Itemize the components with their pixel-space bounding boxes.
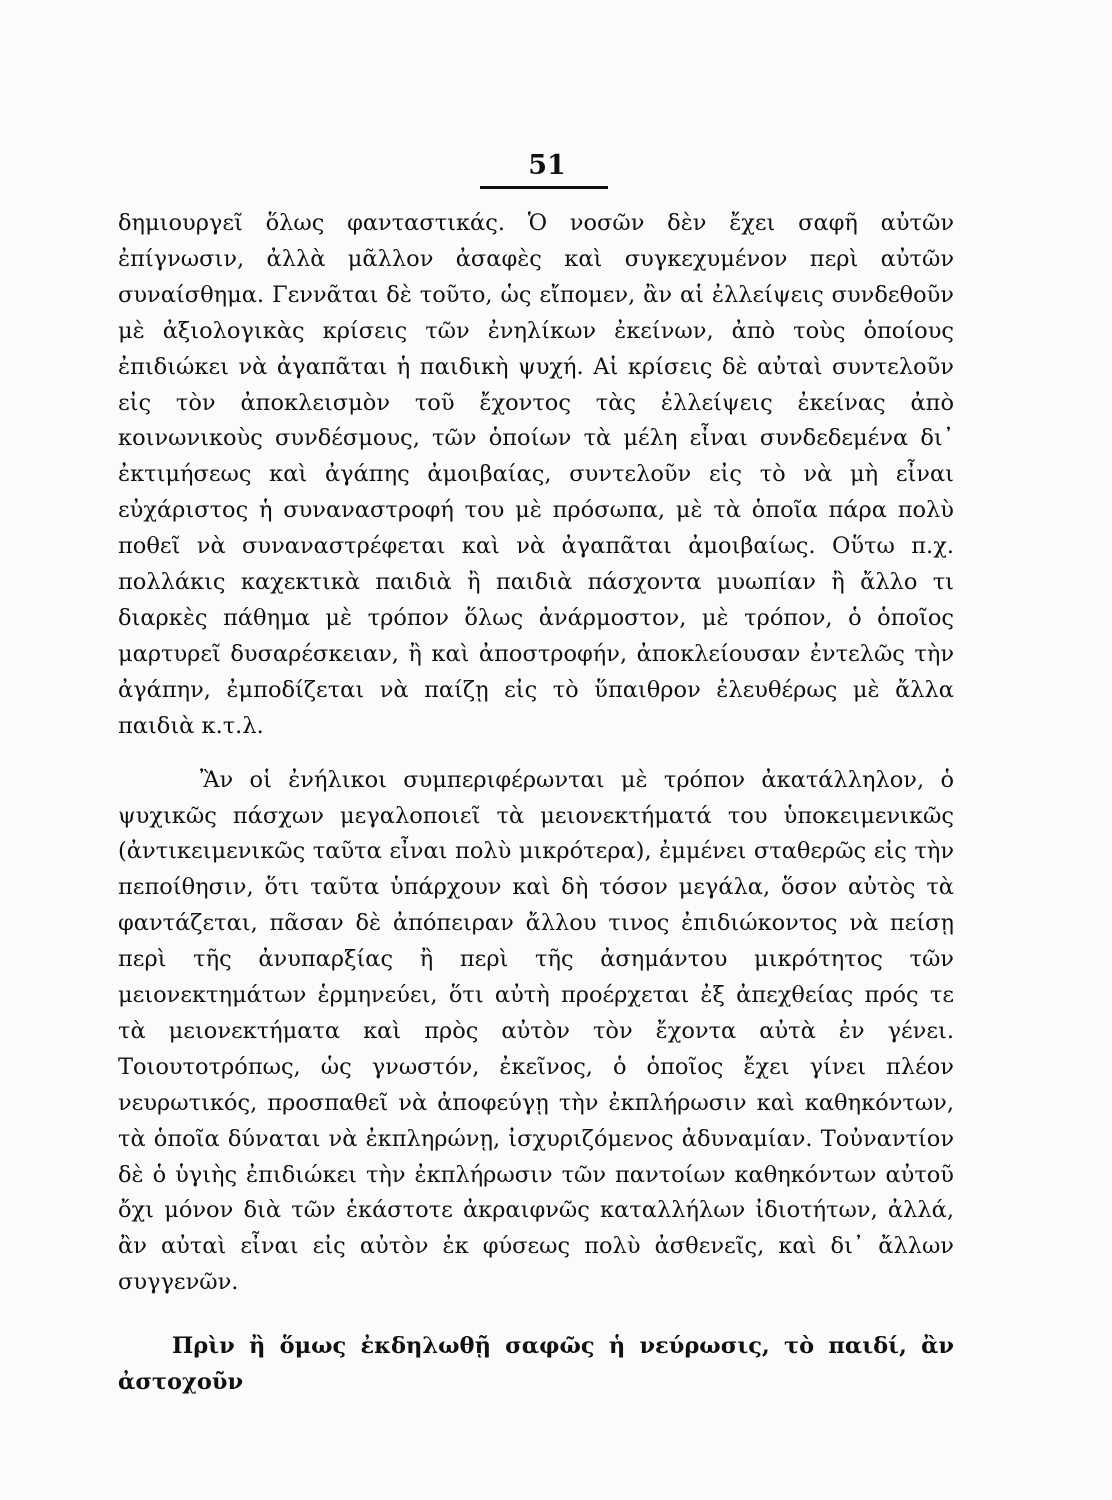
- paragraph-1: δημιουργεῖ ὅλως φανταστικάς. Ὁ νοσῶν δὲν ἔχει σαφῆ αὐτῶν ἐπίγνωσιν, ἀλλὰ μᾶλλον ἀσαφὲς καὶ συγκεχυμένον περὶ αὐτῶν συναίσθημα. Γεννᾶται δὲ τοῦτο, ὡς εἴπομεν, ἂν αἱ ἐλλείψεις συνδεθοῦν μὲ ἀξιολογικὰς κρίσεις τῶν ἐνηλίκων ἐκείνων, ἀπὸ τοὺς ὁποίους ἐπιδιώκει νὰ ἀγαπᾶται ἡ παιδικὴ ψυχή. Αἱ κρίσεις δὲ αὐταὶ συντελοῦν εἰς τὸν ἀποκλεισμὸν τοῦ ἔχοντος τὰς ἐλλείψεις ἐκείνας ἀπὸ κοινωνικοὺς συνδέσμους, τῶν ὁποίων τὰ μέλη εἶναι συνδεδεμένα δι᾿ ἐκτιμήσεως καὶ ἀγάπης ἀμοιβαίας, συντελοῦν εἰς τὸ νὰ μὴ εἶναι εὐχάριστος ἡ συναναστροφή του μὲ πρόσωπα, μὲ τὰ ὁποῖα πάρα πολὺ ποθεῖ νὰ συναναστρέφεται καὶ νὰ ἀγαπᾶται ἀμοιβαίως. Οὕτω π.χ. πολλάκις καχεκτικὰ παιδιὰ ἢ παιδιὰ πάσχοντα μυωπίαν ἢ ἄλλο τι διαρκὲς πάθημα μὲ τρόπον ὅλως ἀνάρμοστον, μὲ τρόπον, ὁ ὁποῖος μαρτυρεῖ δυσαρέσκειαν, ἢ καὶ ἀποστροφήν, ἀποκλείουσαν ἐντελῶς τὴν ἀγάπην, ἐμποδίζεται νὰ παίζῃ εἰς τὸ ὕπαιθρον ἐλευθέρως μὲ ἄλλα παιδιὰ κ.τ.λ.: [118, 210, 954, 739]
- header-rule: [480, 186, 608, 189]
- body-text: [118, 206, 954, 1401]
- paragraph-3: Πρὶν ἢ ὅμως ἐκδηλωθῇ σαφῶς ἡ νεύρωσις, τὸ παιδί, ἂν ἀστοχοῦν: [118, 1333, 954, 1396]
- page-number: 51: [528, 150, 566, 181]
- paragraph-2: Ἂν οἱ ἐνήλικοι συμπεριφέρωνται μὲ τρόπον ἀκατάλληλον, ὁ ψυχικῶς πάσχων μεγαλοποιεῖ τὰ μειονεκτήματά του ὑποκειμενικῶς (ἀντικειμενικῶς ταῦτα εἶναι πολὺ μικρότερα), ἐμμένει σταθερῶς εἰς τὴν πεποίθησιν, ὅτι ταῦτα ὑπάρχουν καὶ δὴ τόσον μεγάλα, ὅσον αὐτὸς τὰ φαντάζεται, πᾶσαν δὲ ἀπόπειραν ἄλλου τινος ἐπιδιώκοντος νὰ πείσῃ περὶ τῆς ἀνυπαρξίας ἢ περὶ τῆς ἀσημάντου μικρότητος τῶν μειονεκτημάτων ἑρμηνεύει, ὅτι αὐτὴ προέρχεται ἐξ ἀπεχθείας πρός τε τὰ μειονεκτήματα καὶ πρὸς αὐτὸν τὸν ἔχοντα αὐτὰ ἐν γένει. Τοιουτοτρόπως, ὡς γνωστόν, ἐκεῖνος, ὁ ὁποῖος ἔχει γίνει πλέον νευρωτικός, προσπαθεῖ νὰ ἀποφεύγῃ τὴν ἐκπλήρωσιν καὶ καθηκόντων, τὰ ὁποῖα δύναται νὰ ἐκπληρώνῃ, ἰσχυριζόμενος ἀδυναμίαν. Τοὐναντίον δὲ ὁ ὑγιὴς ἐπιδιώκει τὴν ἐκπλήρωσιν τῶν παντοίων καθηκόντων αὐτοῦ ὄχι μόνον διὰ τῶν ἑκάστοτε ἀκραιφνῶς καταλλήλων ἰδιοτήτων, ἀλλά, ἂν αὐταὶ εἶναι εἰς αὐτὸν ἐκ φύσεως πολὺ ἀσθενεῖς, καὶ δι᾿ ἄλλων συγγενῶν.: [118, 766, 954, 1296]
